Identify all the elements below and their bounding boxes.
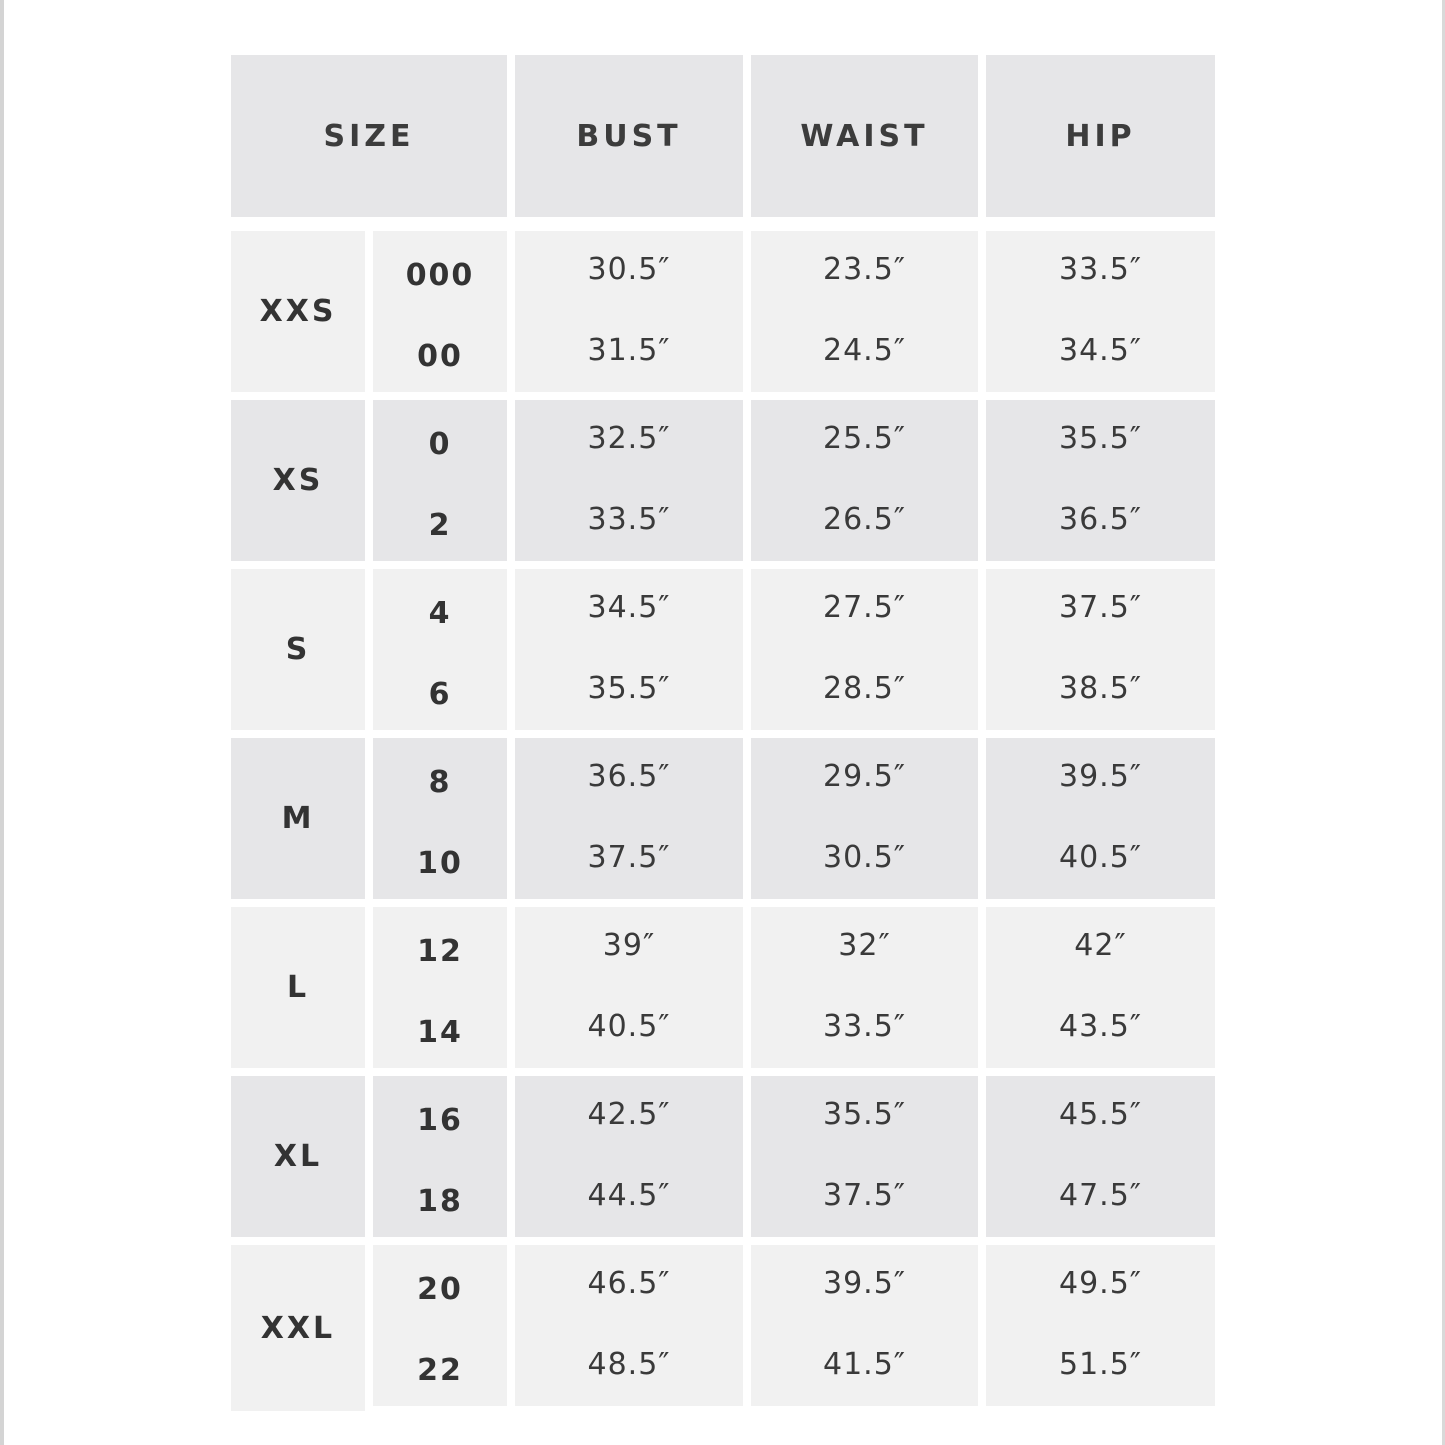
header-size: SIZE (231, 55, 507, 217)
hip-cell-xs (986, 400, 1215, 561)
hip-value: 37.5″ (1058, 590, 1142, 625)
size-letter-m: M (231, 738, 365, 899)
numeric-size: 0 (428, 427, 452, 462)
header-waist: WAIST (751, 55, 978, 217)
size-cell-xs (373, 400, 507, 561)
bust-cell-xxs (515, 231, 743, 392)
numeric-size: 000 (405, 258, 475, 293)
waist-cell-s (751, 569, 978, 730)
bust-cell-m (515, 738, 743, 899)
numeric-size: 2 (428, 508, 452, 543)
numeric-size: 16 (417, 1103, 463, 1138)
bust-value: 46.5″ (587, 1266, 671, 1301)
size-letter-s: S (231, 569, 365, 730)
size-letter-xs: XS (231, 400, 365, 561)
size-cell-l (373, 907, 507, 1068)
size-chart-table (231, 55, 1215, 1410)
hip-value: 42″ (1074, 928, 1127, 963)
size-letter-l: L (231, 907, 365, 1068)
numeric-size: 00 (417, 339, 463, 374)
numeric-size: 12 (417, 934, 463, 969)
hip-cell-m (986, 738, 1215, 899)
waist-cell-xxs (751, 231, 978, 392)
bust-value: 36.5″ (587, 759, 671, 794)
size-cell-xxl (373, 1245, 507, 1406)
bust-cell-s (515, 569, 743, 730)
hip-cell-xxs (986, 231, 1215, 392)
bust-value: 30.5″ (587, 252, 671, 287)
waist-value: 33.5″ (822, 1009, 906, 1044)
size-letter-xl: XL (231, 1076, 365, 1237)
bust-value: 39″ (602, 928, 656, 963)
waist-cell-l (751, 907, 978, 1068)
bust-value: 37.5″ (587, 840, 671, 875)
bust-cell-l (515, 907, 743, 1068)
bust-cell-xxl (515, 1245, 743, 1406)
bust-value: 48.5″ (587, 1347, 671, 1382)
size-cell-s (373, 569, 507, 730)
numeric-size: 10 (417, 846, 463, 881)
numeric-size: 18 (417, 1184, 463, 1219)
left-border (0, 0, 4, 1445)
hip-value: 38.5″ (1058, 671, 1142, 706)
hip-value: 40.5″ (1058, 840, 1142, 875)
waist-value: 29.5″ (822, 759, 906, 794)
numeric-size: 6 (428, 677, 452, 712)
hip-cell-xl (986, 1076, 1215, 1237)
size-cell-m (373, 738, 507, 899)
waist-cell-xxl (751, 1245, 978, 1406)
bust-value: 33.5″ (587, 502, 671, 537)
header-hip: HIP (986, 55, 1215, 217)
waist-cell-xl (751, 1076, 978, 1237)
bust-cell-xl (515, 1076, 743, 1237)
numeric-size: 20 (417, 1272, 463, 1307)
hip-value: 49.5″ (1058, 1266, 1142, 1301)
numeric-size: 8 (428, 765, 452, 800)
hip-value: 33.5″ (1058, 252, 1142, 287)
size-cell-xxs (373, 231, 507, 392)
waist-value: 30.5″ (822, 840, 906, 875)
waist-value: 25.5″ (822, 421, 906, 456)
hip-value: 39.5″ (1058, 759, 1142, 794)
waist-cell-xs (751, 400, 978, 561)
waist-value: 37.5″ (822, 1178, 906, 1213)
waist-cell-m (751, 738, 978, 899)
numeric-size: 14 (417, 1015, 463, 1050)
hip-cell-l (986, 907, 1215, 1068)
numeric-size: 4 (428, 596, 452, 631)
bust-value: 40.5″ (587, 1009, 671, 1044)
hip-value: 47.5″ (1058, 1178, 1142, 1213)
waist-value: 28.5″ (822, 671, 906, 706)
bust-value: 34.5″ (587, 590, 671, 625)
waist-value: 23.5″ (822, 252, 906, 287)
waist-value: 35.5″ (822, 1097, 906, 1132)
numeric-size: 22 (417, 1353, 463, 1388)
bust-value: 35.5″ (587, 671, 671, 706)
hip-value: 43.5″ (1058, 1009, 1142, 1044)
waist-value: 27.5″ (822, 590, 906, 625)
hip-cell-xxl (986, 1245, 1215, 1406)
hip-value: 35.5″ (1058, 421, 1142, 456)
hip-value: 34.5″ (1058, 333, 1142, 368)
hip-value: 36.5″ (1058, 502, 1142, 537)
header-bust: BUST (515, 55, 743, 217)
size-letter-xxs: XXS (231, 231, 365, 392)
size-letter-xxl: XXL (231, 1245, 365, 1411)
hip-value: 51.5″ (1058, 1347, 1142, 1382)
waist-value: 32″ (838, 928, 891, 963)
size-cell-xl (373, 1076, 507, 1237)
bust-value: 31.5″ (587, 333, 671, 368)
waist-value: 26.5″ (822, 502, 906, 537)
hip-cell-s (986, 569, 1215, 730)
waist-value: 24.5″ (822, 333, 906, 368)
bust-cell-xs (515, 400, 743, 561)
bust-value: 44.5″ (587, 1178, 671, 1213)
waist-value: 39.5″ (822, 1266, 906, 1301)
hip-value: 45.5″ (1058, 1097, 1142, 1132)
bust-value: 42.5″ (587, 1097, 671, 1132)
waist-value: 41.5″ (822, 1347, 906, 1382)
bust-value: 32.5″ (587, 421, 671, 456)
